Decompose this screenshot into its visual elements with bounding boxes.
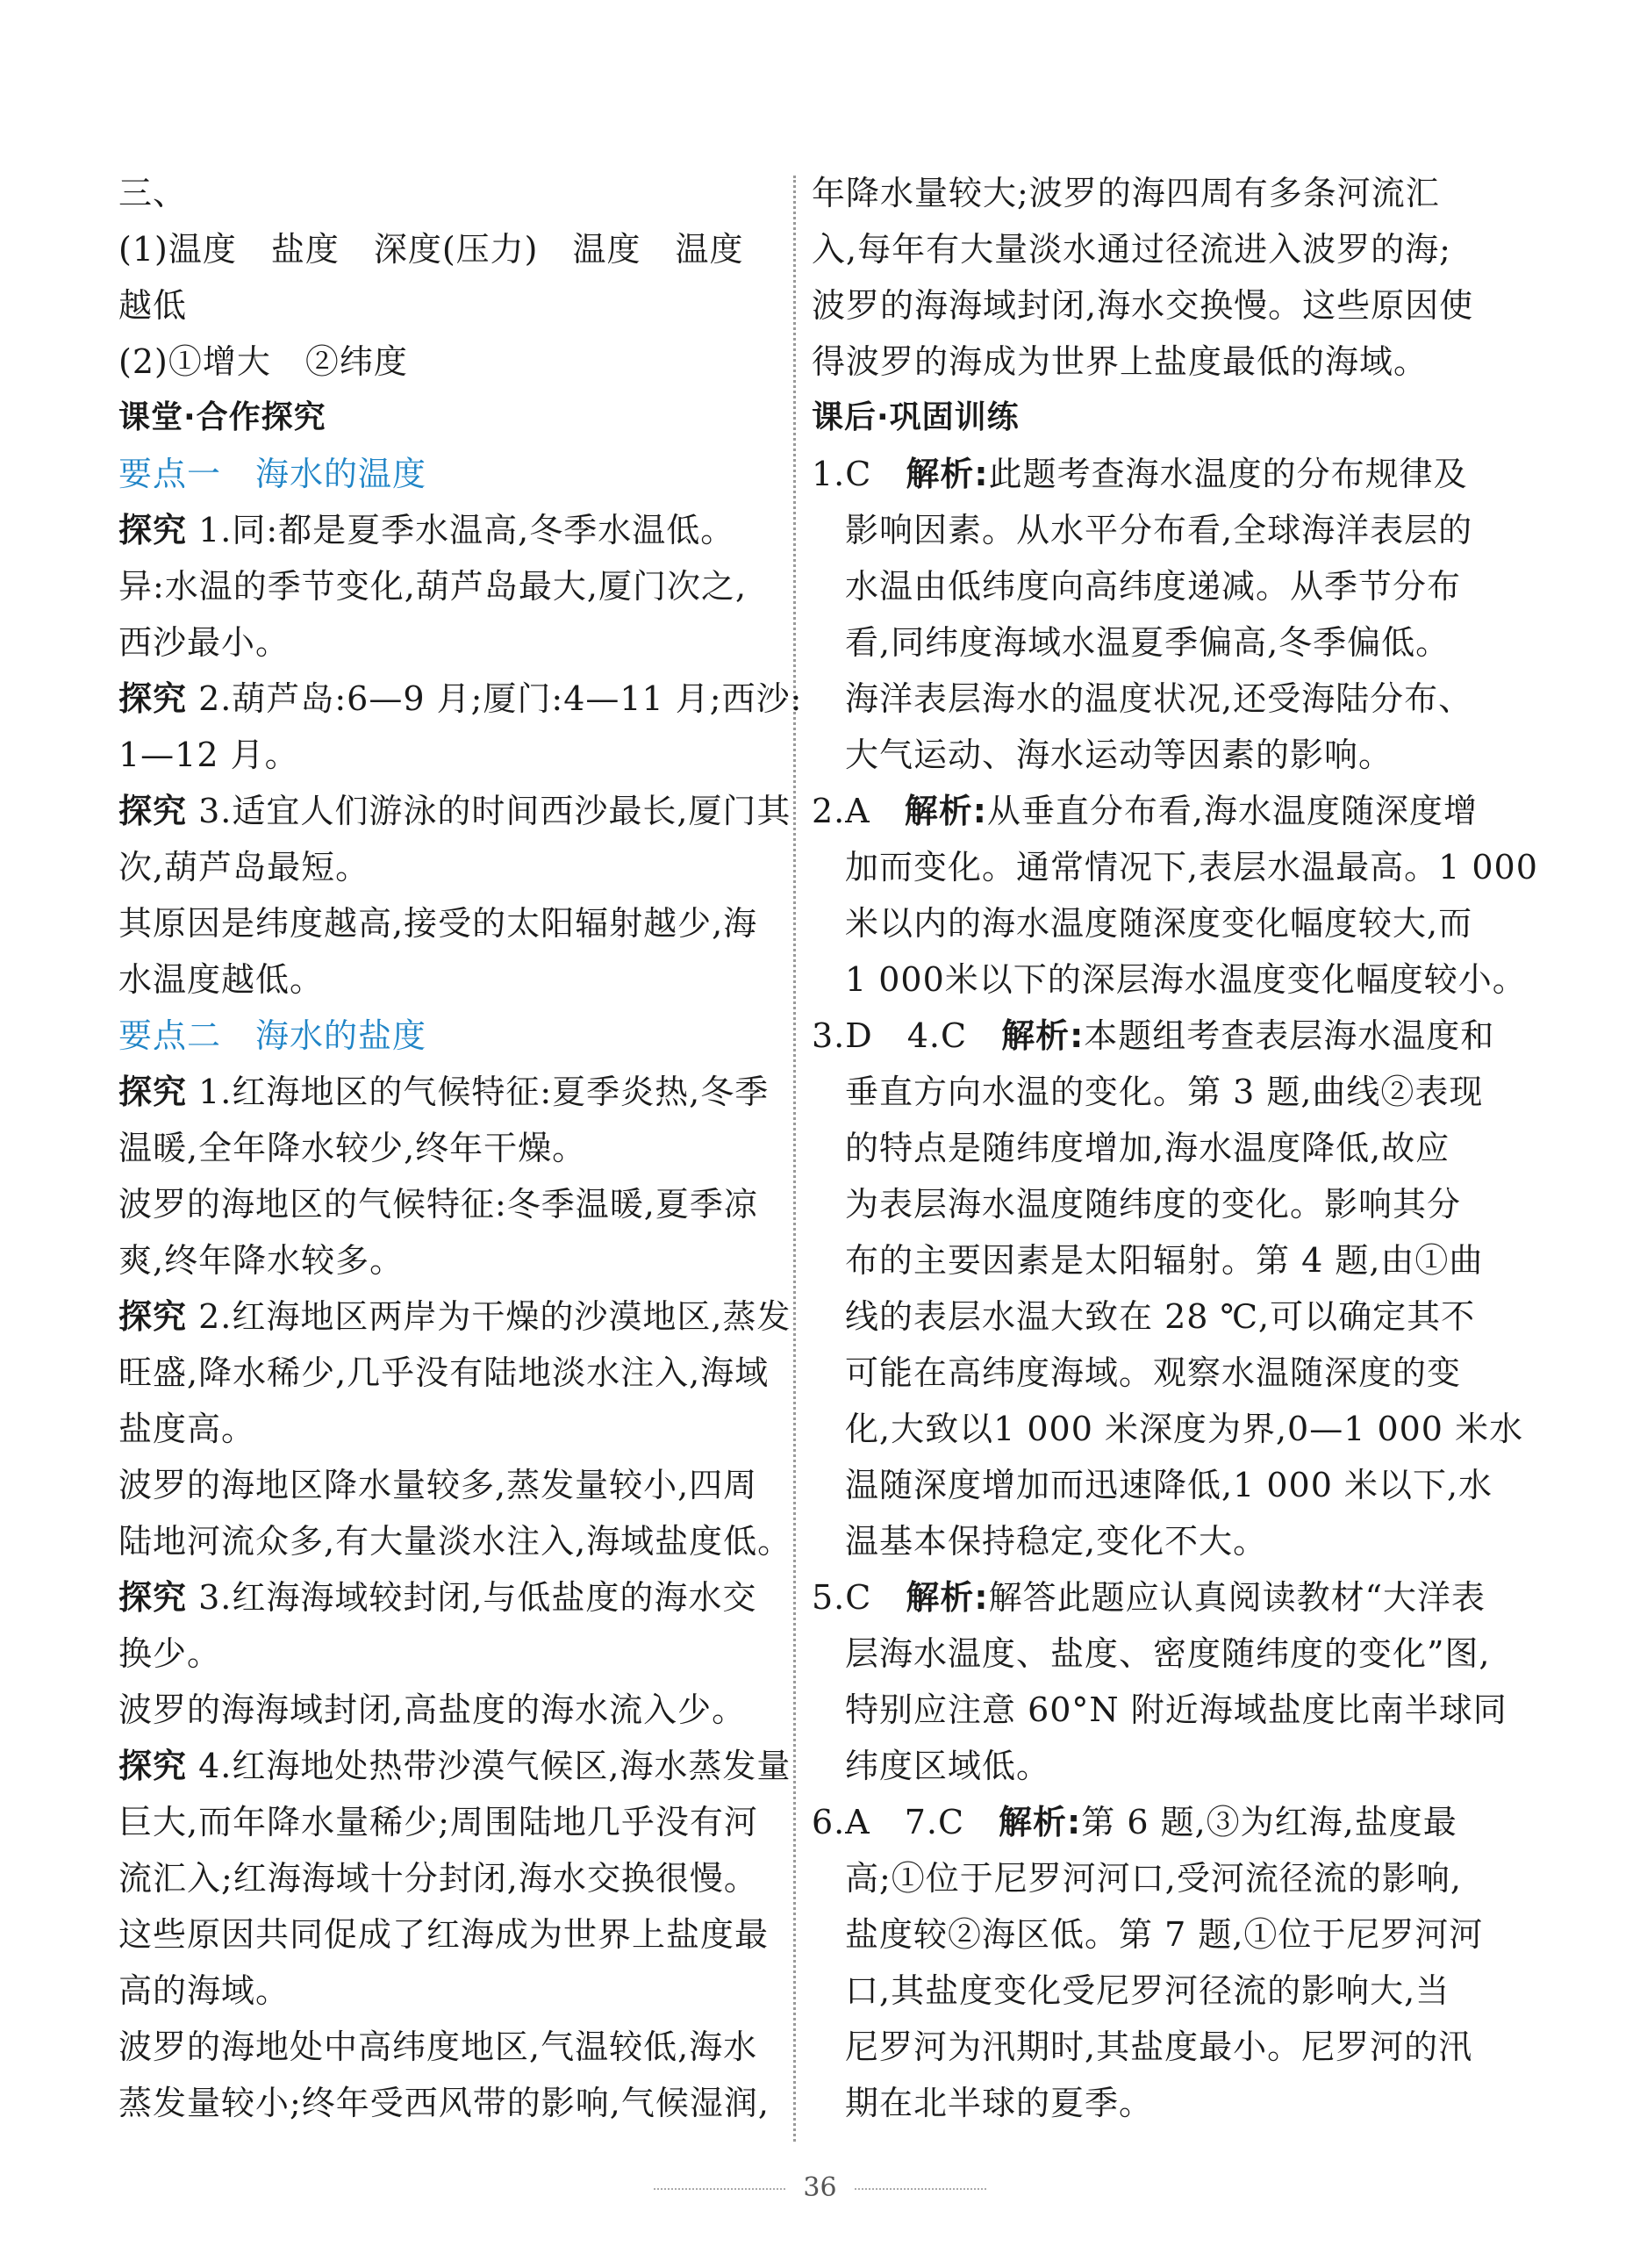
text-line: 得波罗的海成为世界上盐度最低的海域。	[812, 342, 1429, 381]
answer-line	[812, 1794, 1479, 1850]
answer-line	[812, 446, 1479, 502]
text-line: 波罗的海地区的气候特征:冬季温暖,夏季凉	[118, 1185, 758, 1224]
text-line: 纬度区域低。	[845, 1747, 1051, 1785]
text-line: 为表层海水温度随纬度的变化。影响其分	[845, 1185, 1462, 1224]
text-line: 看,同纬度海域水温夏季偏高,冬季偏低。	[845, 623, 1450, 662]
text-line: 陆地河流众多,有大量淡水注入,海域盐度低。	[118, 1522, 792, 1561]
explore-label: 探究	[118, 1073, 188, 1111]
text-line: 层海水温度、盐度、密度随纬度的变化”图,	[845, 1634, 1491, 1673]
text-line: 换少。	[118, 1634, 222, 1673]
analysis-label: 解析:	[904, 792, 987, 830]
text-span: 解答此题应认真阅读教材“大洋表	[988, 1578, 1486, 1617]
text-line: 水温度越低。	[118, 960, 325, 999]
explore-label: 探究	[118, 679, 188, 718]
explore-label: 探究	[118, 511, 188, 549]
text-line: 1—12 月。	[118, 736, 299, 774]
text-line: 尼罗河为汛期时,其盐度最小。尼罗河的汛	[845, 2028, 1473, 2066]
analysis-label: 解析:	[906, 1578, 989, 1617]
key-point-heading: 要点二 海水的盐度	[118, 1016, 427, 1055]
answer-number: 2.A	[812, 792, 870, 830]
footer-divider-right	[855, 2188, 986, 2190]
analysis-label: 解析:	[1001, 1016, 1085, 1055]
text-line: 线的表层水温大致在 28 ℃,可以确定其不	[845, 1297, 1476, 1336]
text-line: 1 000米以下的深层海水温度变化幅度较小。	[845, 960, 1527, 999]
text-line	[118, 783, 791, 839]
footer-divider-left	[654, 2188, 785, 2190]
answer-line	[812, 783, 1479, 839]
text-line: 爽,终年降水较多。	[118, 1241, 405, 1280]
text-line: 盐度较②海区低。第 7 题,①位于尼罗河河	[845, 1915, 1484, 1954]
text-line: 旺盛,降水稀少,几乎没有陆地淡水注入,海域	[118, 1353, 770, 1392]
answer-number: 1.C	[812, 455, 872, 493]
text-line: 流汇入;红海海域十分封闭,海水交换很慢。	[118, 1859, 758, 1898]
text-span: 4.红海地处热带沙漠气候区,海水蒸发量	[187, 1747, 791, 1785]
text-span: 2.红海地区两岸为干燥的沙漠地区,蒸发	[187, 1297, 791, 1336]
text-line: 的特点是随纬度增加,海水温度降低,故应	[845, 1129, 1450, 1167]
text-line	[118, 671, 803, 727]
right-column	[812, 165, 1538, 2131]
text-line: 垂直方向水温的变化。第 3 题,曲线②表现	[845, 1073, 1484, 1111]
text-line	[118, 502, 785, 558]
text-line: 高的海域。	[118, 1971, 290, 2010]
text-line: 这些原因共同促成了红海成为世界上盐度最	[118, 1915, 770, 1954]
text-line: 波罗的海海域封闭,高盐度的海水流入少。	[118, 1690, 747, 1729]
answer-line	[812, 1569, 1486, 1626]
text-line: 其原因是纬度越高,接受的太阳辐射越少,海	[118, 904, 758, 943]
analysis-label: 解析:	[999, 1803, 1082, 1841]
text-span: 从垂直分布看,海水温度随深度增	[986, 792, 1479, 830]
page-footer	[0, 2172, 1640, 2203]
text-line: 次,葫芦岛最短。	[118, 848, 370, 886]
explore-label: 探究	[118, 1747, 188, 1785]
text-span: 3.红海海域较封闭,与低盐度的海水交	[187, 1578, 757, 1617]
text-line: 布的主要因素是太阳辐射。第 4 题,由①曲	[845, 1241, 1484, 1280]
text-line: 海洋表层海水的温度状况,还受海陆分布、	[845, 679, 1473, 718]
text-line: 温基本保持稳定,变化不大。	[845, 1522, 1268, 1561]
analysis-label: 解析:	[906, 455, 989, 493]
text-line: 化,大致以1 000 米深度为界,0—1 000 米水	[845, 1410, 1524, 1448]
answer-number: 5.C	[812, 1578, 872, 1617]
text-line: 大气运动、海水运动等因素的影响。	[845, 736, 1393, 774]
text-line: 巨大,而年降水量稀少;周围陆地几乎没有河	[118, 1803, 758, 1841]
text-line	[118, 1288, 791, 1345]
page-number: 36	[803, 2172, 837, 2203]
text-line: 年降水量较大;波罗的海四周有多条河流汇	[812, 174, 1440, 212]
text-line: 加而变化。通常情况下,表层水温最高。1 000	[845, 848, 1538, 886]
answer-number: 3.D 4.C	[812, 1016, 968, 1055]
left-column	[118, 165, 803, 2131]
text-line: 水温由低纬度向高纬度递减。从季节分布	[845, 567, 1462, 606]
text-line: 期在北半球的夏季。	[845, 2084, 1154, 2122]
text-line: (2)①增大 ②纬度	[118, 342, 408, 381]
text-line: 西沙最小。	[118, 623, 290, 662]
text-line	[118, 1569, 785, 1626]
text-span: 本题组考查表层海水温度和	[1084, 1016, 1495, 1055]
text-span: 此题考查海水温度的分布规律及	[988, 455, 1468, 493]
text-span: 第 6 题,③为红海,盐度最	[1081, 1803, 1457, 1841]
text-span: 2.葫芦岛:6—9 月;厦门:4—11 月;西沙:	[187, 679, 803, 718]
text-line: 三、	[118, 174, 188, 212]
text-line: 温随深度增加而迅速降低,1 000 米以下,水	[845, 1466, 1493, 1504]
text-line: 蒸发量较小;终年受西风带的影响,气候湿润,	[118, 2084, 770, 2122]
text-line: 入,每年有大量淡水通过径流进入波罗的海;	[812, 230, 1451, 269]
text-line	[118, 1064, 785, 1120]
explore-label: 探究	[118, 792, 188, 830]
answer-number: 6.A 7.C	[812, 1803, 965, 1841]
text-line: 盐度高。	[118, 1410, 256, 1448]
text-line: 口,其盐度变化受尼罗河径流的影响大,当	[845, 1971, 1450, 2010]
text-span: 1.红海地区的气候特征:夏季炎热,冬季	[187, 1073, 770, 1111]
section-heading: 课后·巩固训练	[812, 399, 1020, 435]
text-line: 高;①位于尼罗河河口,受河流径流的影响,	[845, 1859, 1462, 1898]
text-line: 越低	[118, 286, 188, 325]
text-span: 3.适宜人们游泳的时间西沙最长,厦门其	[187, 792, 791, 830]
text-line	[118, 1738, 791, 1794]
explore-label: 探究	[118, 1297, 188, 1336]
section-heading: 课堂·合作探究	[118, 399, 326, 435]
key-point-heading: 要点一 海水的温度	[118, 455, 427, 493]
text-line: 米以内的海水温度随深度变化幅度较大,而	[845, 904, 1473, 943]
text-line: 波罗的海地处中高纬度地区,气温较低,海水	[118, 2028, 758, 2066]
answer-line	[812, 1008, 1495, 1064]
text-line: 波罗的海海域封闭,海水交换慢。这些原因使	[812, 286, 1474, 325]
text-line: 特别应注意 60°N 附近海域盐度比南半球同	[845, 1690, 1508, 1729]
text-line: (1)温度 盐度 深度(压力) 温度 温度	[118, 230, 744, 269]
text-line: 异:水温的季节变化,葫芦岛最大,厦门次之,	[118, 567, 748, 606]
text-line: 影响因素。从水平分布看,全球海洋表层的	[845, 511, 1473, 549]
text-line: 可能在高纬度海域。观察水温随深度的变	[845, 1353, 1462, 1392]
text-span: 1.同:都是夏季水温高,冬季水温低。	[187, 511, 735, 549]
text-line: 温暖,全年降水较少,终年干燥。	[118, 1129, 587, 1167]
text-line: 波罗的海地区降水量较多,蒸发量较小,四周	[118, 1466, 758, 1504]
explore-label: 探究	[118, 1578, 188, 1617]
column-divider	[793, 176, 796, 2142]
